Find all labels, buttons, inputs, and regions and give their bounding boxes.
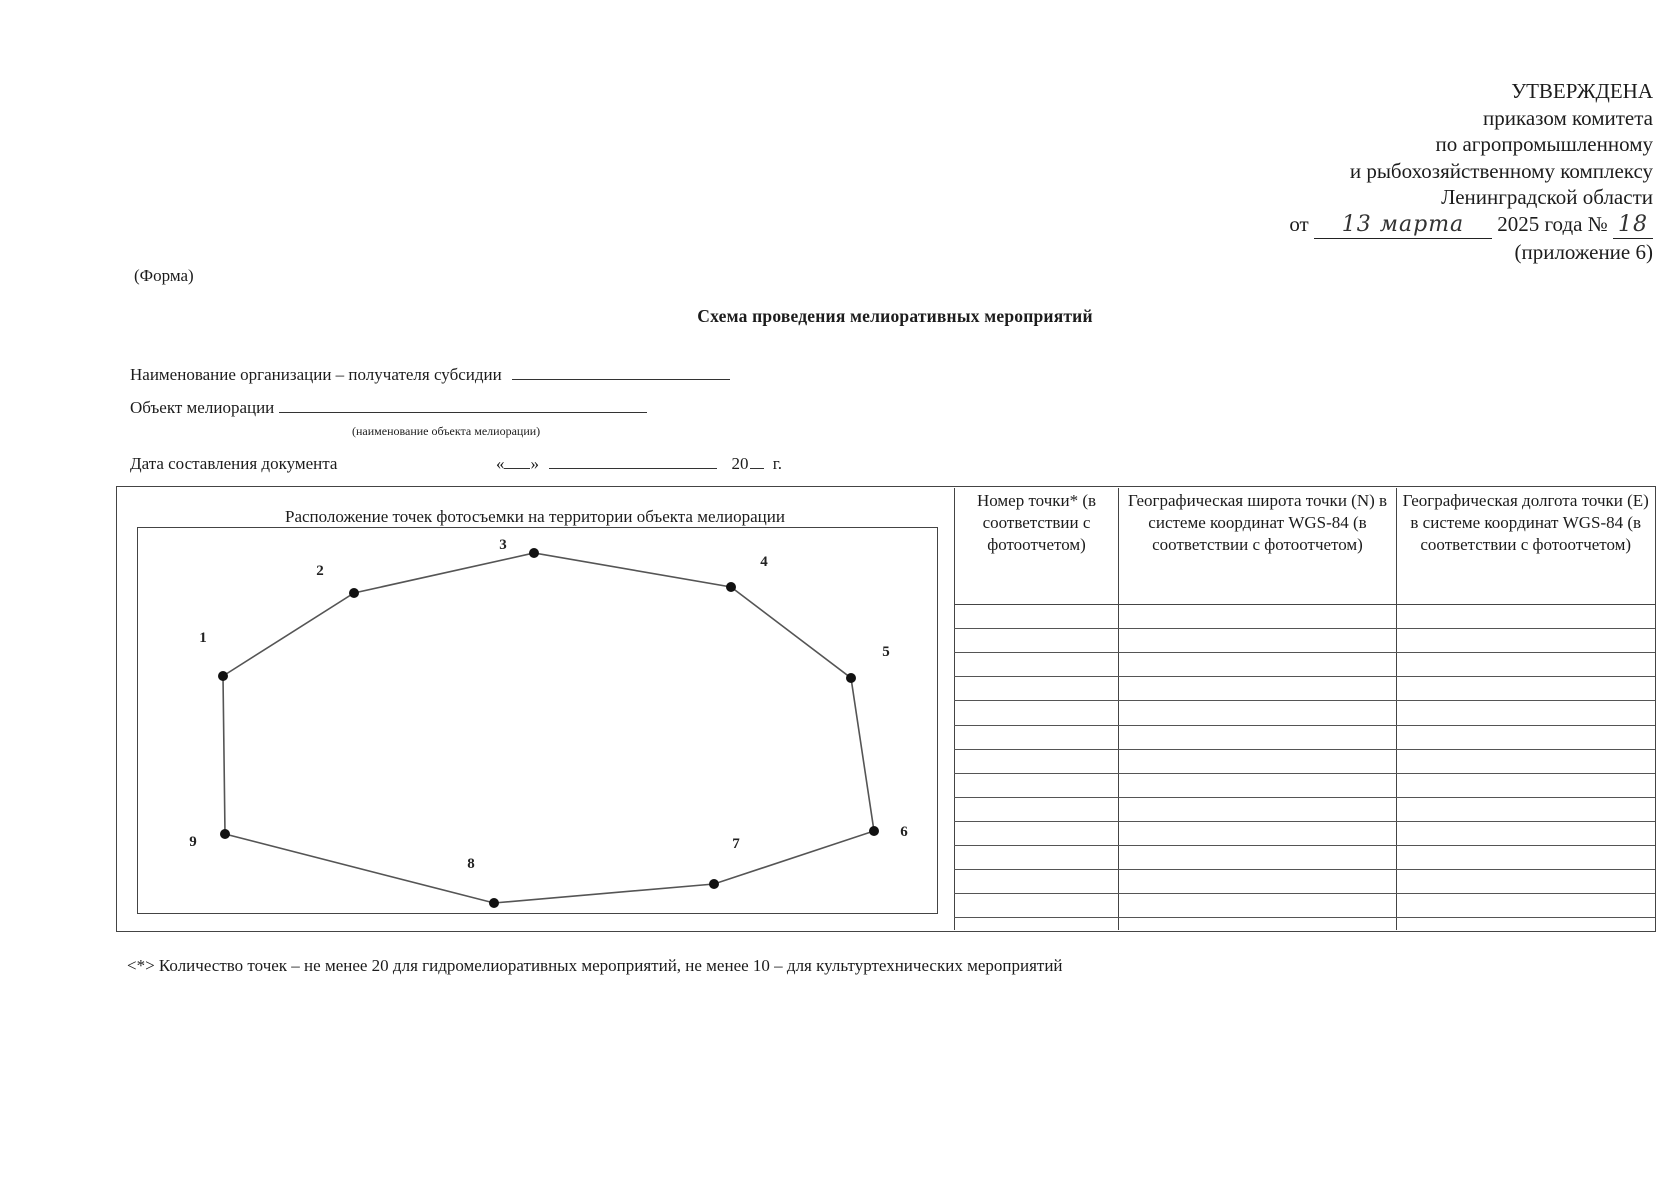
- date-open-quote: «: [495, 454, 505, 473]
- approval-line-4: Ленинградской области: [1441, 185, 1653, 209]
- table-row: [955, 821, 1655, 845]
- header-latitude: Географическая широта точки (N) в системе координат WGS-84 (в соответствии с фотоотчетом): [1119, 488, 1397, 605]
- point-label: 2: [316, 563, 324, 579]
- approval-date-prefix: от: [1289, 211, 1309, 236]
- point-label: 1: [199, 630, 207, 646]
- point-number-cell[interactable]: [955, 918, 1119, 930]
- point-label: 5: [882, 644, 890, 660]
- point-number-cell[interactable]: [955, 725, 1119, 749]
- coordinates-table: [954, 488, 1655, 930]
- handwritten-date: 13 марта: [1314, 212, 1492, 240]
- date-label: Дата составления документа: [130, 454, 338, 473]
- table-row: [955, 870, 1655, 894]
- point-label: 4: [760, 554, 768, 570]
- date-close-quote: »: [530, 454, 539, 473]
- latitude-cell[interactable]: [1119, 870, 1397, 894]
- point-number-cell[interactable]: [955, 605, 1119, 629]
- object-label: Объект мелиорации: [130, 398, 275, 417]
- table-row: [955, 677, 1655, 701]
- point-number-cell[interactable]: [955, 701, 1119, 725]
- table-row: [955, 653, 1655, 677]
- latitude-cell[interactable]: [1119, 821, 1397, 845]
- approval-line-1: приказом комитета: [1482, 105, 1653, 130]
- date-year-suffix: г.: [772, 454, 783, 473]
- approval-date-suffix: 2025 года №: [1497, 211, 1608, 236]
- longitude-cell[interactable]: [1397, 701, 1655, 725]
- longitude-cell[interactable]: [1397, 894, 1655, 918]
- latitude-cell[interactable]: [1119, 749, 1397, 773]
- point-label: 6: [900, 824, 908, 840]
- photo-point-marker: [218, 671, 228, 681]
- table-row: [955, 701, 1655, 725]
- approval-line-3: и рыбохозяйственному комплексу: [1349, 158, 1653, 183]
- latitude-cell[interactable]: [1119, 725, 1397, 749]
- org-label: Наименование организации – получателя субсидии: [130, 365, 502, 384]
- latitude-cell[interactable]: [1119, 846, 1397, 870]
- object-boundary-line: [223, 553, 874, 903]
- table-row: [955, 773, 1655, 797]
- longitude-cell[interactable]: [1397, 653, 1655, 677]
- latitude-cell[interactable]: [1119, 894, 1397, 918]
- longitude-cell[interactable]: [1397, 870, 1655, 894]
- point-label: 7: [732, 836, 740, 852]
- photo-point-marker: [726, 582, 736, 592]
- form-label: (Форма): [134, 266, 194, 285]
- approval-title: УТВЕРЖДЕНА: [1511, 79, 1653, 103]
- latitude-cell[interactable]: [1119, 918, 1397, 930]
- photo-point-marker: [869, 826, 879, 836]
- point-number-cell[interactable]: [955, 653, 1119, 677]
- point-number-cell[interactable]: [955, 846, 1119, 870]
- photo-point-marker: [529, 548, 539, 558]
- point-number-cell[interactable]: [955, 677, 1119, 701]
- approval-appendix: (приложение 6): [1514, 240, 1653, 264]
- table-row: [955, 894, 1655, 918]
- longitude-cell[interactable]: [1397, 677, 1655, 701]
- date-year-prefix: 20: [731, 454, 749, 473]
- approval-line-2: по агропромышленному: [1435, 132, 1653, 156]
- longitude-cell[interactable]: [1397, 821, 1655, 845]
- table-header-row: [955, 488, 1655, 605]
- latitude-cell[interactable]: [1119, 653, 1397, 677]
- photo-point-marker: [349, 588, 359, 598]
- header-point-number: Номер точки* (в соответствии с фотоотчетом): [955, 488, 1119, 605]
- latitude-cell[interactable]: [1119, 677, 1397, 701]
- latitude-cell[interactable]: [1119, 773, 1397, 797]
- point-number-cell[interactable]: [955, 894, 1119, 918]
- table-row: [955, 725, 1655, 749]
- latitude-cell[interactable]: [1119, 629, 1397, 653]
- table-row: [955, 918, 1655, 930]
- latitude-cell[interactable]: [1119, 605, 1397, 629]
- point-label: 3: [499, 537, 507, 553]
- document-title: Схема проведения мелиоративных мероприятий: [697, 306, 1093, 326]
- latitude-cell[interactable]: [1119, 797, 1397, 821]
- table-row: [955, 749, 1655, 773]
- object-hint: (наименование объекта мелиорации): [352, 424, 541, 438]
- photo-point-marker: [846, 673, 856, 683]
- photo-point-marker: [220, 829, 230, 839]
- longitude-cell[interactable]: [1397, 846, 1655, 870]
- footnote: <*> Количество точек – не менее 20 для гидромелиоративных мероприятий, не менее 10 – для культуртехнических мероприятий: [127, 956, 1063, 975]
- longitude-cell[interactable]: [1397, 725, 1655, 749]
- longitude-cell[interactable]: [1397, 749, 1655, 773]
- table-row: [955, 629, 1655, 653]
- point-number-cell[interactable]: [955, 749, 1119, 773]
- latitude-cell[interactable]: [1119, 701, 1397, 725]
- table-row: [955, 846, 1655, 870]
- point-label: 9: [189, 834, 197, 850]
- longitude-cell[interactable]: [1397, 797, 1655, 821]
- header-longitude: Географическая долгота точки (E) в системе координат WGS-84 (в соответствии с фотоотчетом): [1397, 488, 1655, 605]
- point-number-cell[interactable]: [955, 870, 1119, 894]
- longitude-cell[interactable]: [1397, 918, 1655, 930]
- point-number-cell[interactable]: [955, 797, 1119, 821]
- longitude-cell[interactable]: [1397, 773, 1655, 797]
- handwritten-number: 18: [1613, 212, 1653, 240]
- longitude-cell[interactable]: [1397, 605, 1655, 629]
- point-number-cell[interactable]: [955, 773, 1119, 797]
- scheme-caption: Расположение точек фотосъемки на территории объекта мелиорации: [285, 507, 785, 526]
- table-row: [955, 797, 1655, 821]
- photo-point-marker: [709, 879, 719, 889]
- point-number-cell[interactable]: [955, 821, 1119, 845]
- point-label: 8: [467, 856, 475, 872]
- photo-point-marker: [489, 898, 499, 908]
- table-row: [955, 605, 1655, 629]
- point-number-cell[interactable]: [955, 629, 1119, 653]
- longitude-cell[interactable]: [1397, 629, 1655, 653]
